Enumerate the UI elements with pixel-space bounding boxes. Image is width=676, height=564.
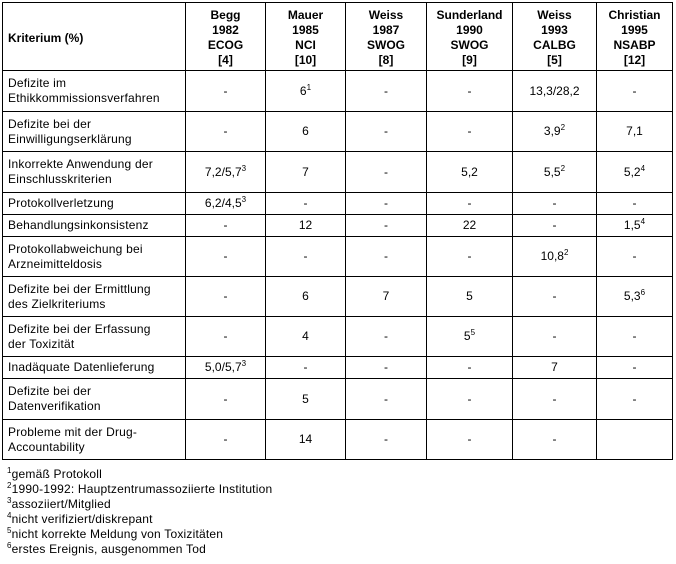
- table-cell: [186, 71, 266, 112]
- table-cell: [346, 237, 427, 277]
- cell-value: -: [632, 329, 637, 343]
- study-group: ECOG: [207, 38, 244, 52]
- criterion-label: [3, 237, 186, 277]
- cell-value: 5,2: [623, 164, 641, 179]
- cell-value: -: [467, 249, 472, 263]
- cell-value: 7,1: [626, 124, 643, 138]
- cell-value: 5: [302, 391, 309, 406]
- criterion-label-line: Ethikkommissionsverfahren: [8, 91, 160, 105]
- cell-value: 14: [298, 432, 313, 446]
- cell-value: -: [552, 329, 557, 343]
- footnote: [7, 542, 272, 557]
- footnote-marker: 4: [640, 163, 646, 173]
- criterion-label-line: Einwilligungserklärung: [8, 131, 132, 146]
- table-cell: [513, 420, 597, 460]
- table-cell: [186, 112, 266, 152]
- criterion-label-line: Defizite bei der Erfassung: [8, 321, 151, 336]
- cell-value: -: [467, 432, 472, 446]
- criterion-label-line: Defizite bei der: [8, 384, 92, 398]
- cell-value: -: [384, 391, 388, 406]
- table-cell: [266, 379, 346, 420]
- criterion-label-line: Defizite im: [8, 76, 67, 90]
- table-cell: [597, 71, 673, 112]
- study-ref: [12]: [623, 53, 646, 67]
- table-cell: [346, 152, 427, 193]
- cell-value: 5,5: [543, 164, 561, 179]
- study-ref: [5]: [547, 53, 562, 67]
- study-group: NSABP: [613, 38, 656, 52]
- cell-value: -: [467, 360, 472, 374]
- footnote-text: gemäß Protokoll: [11, 467, 103, 481]
- table-cell: [597, 112, 673, 152]
- table-cell: [266, 215, 346, 237]
- table-cell: [427, 420, 513, 460]
- table-cell: [266, 71, 346, 112]
- study-year: 1982: [212, 23, 239, 37]
- table-row: [3, 193, 673, 215]
- criterion-label-line: Protokollabweichung bei: [8, 241, 143, 256]
- table-cell: [597, 277, 673, 317]
- table-row: [3, 71, 673, 112]
- table-row: [3, 379, 673, 420]
- criterion-header: Kriterium (%): [3, 3, 186, 71]
- cell-value: 7: [382, 289, 390, 303]
- cell-value: -: [223, 83, 228, 98]
- table-row: [3, 112, 673, 152]
- header-row: [3, 3, 673, 71]
- table-cell: [513, 193, 597, 215]
- footnote-marker: 3: [241, 195, 247, 204]
- table-cell: [597, 420, 673, 460]
- study-year: 1987: [372, 23, 400, 37]
- cell-value: -: [384, 196, 388, 210]
- footnote-marker: 3: [241, 359, 247, 368]
- footnote: [7, 482, 272, 497]
- criterion-label-line: Behandlungsinkonsistenz: [8, 218, 149, 232]
- cell-value: -: [303, 360, 308, 374]
- table-cell: [346, 112, 427, 152]
- table-body: [3, 71, 673, 460]
- footnote-marker: 2: [563, 248, 569, 257]
- cell-value: -: [632, 360, 637, 374]
- study-header: [186, 3, 266, 71]
- cell-value: -: [384, 124, 388, 138]
- table-row: [3, 152, 673, 193]
- study-header: [513, 3, 597, 71]
- footnote-number: 1: [7, 466, 12, 475]
- cell-value: 5,3: [623, 289, 641, 303]
- cell-value: 5: [466, 289, 473, 303]
- cell-value: -: [552, 391, 557, 406]
- cell-value: 7: [551, 360, 558, 374]
- footnote-marker: 6: [640, 288, 646, 297]
- cell-value: -: [384, 83, 388, 98]
- cell-value: -: [552, 218, 557, 232]
- table-cell: [266, 357, 346, 379]
- cell-value: 6,2/4,5: [204, 196, 242, 210]
- cell-value: -: [223, 218, 228, 232]
- cell-value: -: [384, 360, 388, 374]
- study-header: [346, 3, 427, 71]
- study-group: SWOG: [367, 38, 405, 52]
- table-cell: [427, 379, 513, 420]
- table-cell: [266, 112, 346, 152]
- criterion-label: [3, 112, 186, 152]
- table-cell: [427, 112, 513, 152]
- cell-value: 7,2/5,7: [204, 164, 242, 179]
- table-cell: [346, 71, 427, 112]
- criterion-label-line: Arzneimitteldosis: [8, 256, 103, 271]
- table-cell: [513, 237, 597, 277]
- cell-value: 5,0/5,7: [204, 360, 242, 374]
- table-cell: [427, 152, 513, 193]
- study-header: [427, 3, 513, 71]
- table-cell: [597, 193, 673, 215]
- footnote: [7, 512, 272, 527]
- criterion-label: [3, 379, 186, 420]
- study-ref: [4]: [218, 53, 233, 67]
- cell-value: -: [467, 196, 472, 210]
- study-ref: [8]: [378, 53, 394, 67]
- table-cell: [513, 71, 597, 112]
- cell-value: -: [384, 329, 388, 343]
- cell-value: 4: [302, 329, 309, 343]
- footnote-text: 1990-1992: Hauptzentrumassoziierte Institution: [11, 482, 273, 496]
- criterion-label-line: Defizite bei der Ermittlung: [8, 281, 151, 296]
- cell-value: 12: [298, 218, 313, 232]
- table-cell: [513, 112, 597, 152]
- table-cell: [427, 277, 513, 317]
- table-cell: [427, 237, 513, 277]
- criterion-label-line: Probleme mit der Drug-: [8, 424, 138, 439]
- criterion-label: [3, 193, 186, 215]
- table-cell: [513, 317, 597, 357]
- cell-value: 7: [302, 164, 309, 179]
- cell-value: 10,8: [540, 249, 564, 263]
- table-cell: [346, 277, 427, 317]
- table-cell: [597, 357, 673, 379]
- study-author: Christian: [608, 8, 661, 22]
- cell-value: -: [552, 432, 557, 446]
- study-year: 1985: [292, 23, 319, 37]
- study-author: Begg: [210, 8, 241, 22]
- cell-value: -: [223, 391, 228, 406]
- cell-value: 1,5: [623, 218, 641, 232]
- table-cell: [346, 357, 427, 379]
- cell-value: -: [467, 124, 472, 138]
- cell-value: -: [467, 391, 472, 406]
- cell-value: -: [384, 164, 388, 179]
- footnote-marker: 2: [560, 123, 566, 132]
- table-cell: [597, 152, 673, 193]
- footnote-number: 5: [7, 526, 12, 535]
- cell-value: 3,9: [543, 124, 561, 138]
- criterion-label: [3, 71, 186, 112]
- table-cell: [266, 237, 346, 277]
- study-author: Mauer: [287, 8, 324, 22]
- table-row: [3, 237, 673, 277]
- study-year: 1993: [541, 23, 568, 37]
- table-cell: [266, 420, 346, 460]
- table-cell: [597, 379, 673, 420]
- cell-value: 5,2: [461, 164, 478, 179]
- criterion-label-line: Accountability: [8, 439, 85, 454]
- cell-value: -: [223, 289, 228, 303]
- cell-value: -: [223, 432, 228, 446]
- footnote: [7, 497, 272, 512]
- cell-value: -: [384, 218, 388, 232]
- criterion-label: [3, 317, 186, 357]
- table-cell: [513, 152, 597, 193]
- table-cell: [186, 215, 266, 237]
- document: [2, 2, 673, 556]
- cell-value: 13,3/28,2: [529, 83, 580, 98]
- study-group: SWOG: [450, 38, 489, 52]
- table-cell: [427, 71, 513, 112]
- table-cell: [186, 237, 266, 277]
- footnote-number: 3: [7, 496, 12, 505]
- table-cell: [597, 215, 673, 237]
- table-row: [3, 317, 673, 357]
- criterion-label-line: Defizite bei der: [8, 116, 92, 131]
- cell-value: 6: [302, 289, 309, 303]
- footnote-text: erstes Ereignis, ausgenommen Tod: [11, 542, 206, 556]
- table-cell: [513, 379, 597, 420]
- table-cell: [186, 277, 266, 317]
- footnote: [7, 467, 272, 482]
- footnote: [7, 527, 272, 542]
- criterion-label-line: Inkorrekte Anwendung der: [8, 157, 153, 171]
- cell-value: -: [632, 83, 637, 98]
- table-cell: [186, 193, 266, 215]
- criterion-label: [3, 357, 186, 379]
- study-author: Sunderland: [436, 8, 503, 22]
- study-group: CALBG: [533, 38, 576, 52]
- table-cell: [266, 317, 346, 357]
- cell-value: -: [384, 249, 388, 263]
- table-cell: [346, 379, 427, 420]
- table-row: [3, 215, 673, 237]
- table-cell: [346, 193, 427, 215]
- footnote-text: assoziiert/Mitglied: [11, 497, 111, 511]
- table-row: [3, 420, 673, 460]
- criterion-label-line: der Toxizität: [8, 336, 75, 351]
- criterion-label: [3, 277, 186, 317]
- criterion-label: [3, 152, 186, 193]
- footnote-marker: 3: [241, 163, 247, 173]
- study-group: NCI: [295, 38, 316, 52]
- study-ref: [9]: [462, 53, 477, 67]
- footnote-text: nicht korrekte Meldung von Toxizitäten: [11, 527, 224, 541]
- criterion-label-line: Datenverifikation: [8, 399, 101, 413]
- table-cell: [346, 317, 427, 357]
- footnote-marker: 5: [470, 328, 476, 337]
- cell-value: -: [632, 391, 637, 406]
- study-header: [597, 3, 673, 71]
- criterion-label-line: Protokollverletzung: [8, 196, 114, 210]
- table-cell: [266, 193, 346, 215]
- footnote-number: 6: [7, 541, 12, 550]
- table-cell: [186, 420, 266, 460]
- criteria-table: [2, 2, 673, 460]
- cell-value: -: [632, 196, 637, 210]
- study-ref: [10]: [294, 53, 317, 67]
- table-cell: [597, 317, 673, 357]
- footnote-number: 4: [7, 511, 12, 520]
- cell-value: 6: [302, 124, 309, 138]
- footnotes: [7, 467, 272, 557]
- study-year: 1990: [456, 23, 483, 37]
- cell-value: 5: [463, 329, 471, 343]
- table-cell: [186, 317, 266, 357]
- table-cell: [186, 357, 266, 379]
- cell-value: 6: [299, 83, 307, 98]
- table-cell: [186, 379, 266, 420]
- criterion-label: [3, 420, 186, 460]
- table-cell: [186, 152, 266, 193]
- criterion-label-line: Inadäquate Datenlieferung: [8, 360, 155, 374]
- criterion-label: [3, 215, 186, 237]
- table-cell: [427, 357, 513, 379]
- cell-value: -: [384, 432, 388, 446]
- table-cell: [513, 215, 597, 237]
- footnote-marker: 4: [640, 217, 646, 226]
- table-cell: [266, 277, 346, 317]
- table-cell: [513, 277, 597, 317]
- table-cell: [346, 215, 427, 237]
- study-header: [266, 3, 346, 71]
- table-cell: [427, 317, 513, 357]
- cell-value: -: [552, 196, 557, 210]
- cell-value: -: [303, 196, 308, 210]
- footnote-marker: 2: [560, 163, 566, 173]
- table-cell: [597, 237, 673, 277]
- footnote-number: 2: [7, 481, 12, 490]
- table-cell: [427, 193, 513, 215]
- table-cell: [266, 152, 346, 193]
- criterion-label-line: Einschlusskriterien: [8, 172, 112, 186]
- study-year: 1995: [621, 23, 648, 37]
- table-row: [3, 277, 673, 317]
- footnote-marker: 1: [306, 82, 312, 92]
- table-cell: [427, 215, 513, 237]
- cell-value: -: [552, 289, 557, 303]
- study-author: Weiss: [368, 8, 404, 22]
- criterion-label-line: des Zielkriteriums: [8, 296, 106, 311]
- table-cell: [346, 420, 427, 460]
- table-row: [3, 357, 673, 379]
- cell-value: -: [223, 124, 228, 138]
- cell-value: -: [303, 249, 308, 263]
- cell-value: 22: [462, 218, 477, 232]
- cell-value: -: [223, 249, 228, 263]
- cell-value: -: [632, 249, 637, 263]
- study-author: Weiss: [537, 8, 572, 22]
- table-cell: [513, 357, 597, 379]
- cell-value: -: [467, 83, 472, 98]
- cell-value: -: [223, 329, 228, 343]
- footnote-text: nicht verifiziert/diskrepant: [11, 512, 153, 526]
